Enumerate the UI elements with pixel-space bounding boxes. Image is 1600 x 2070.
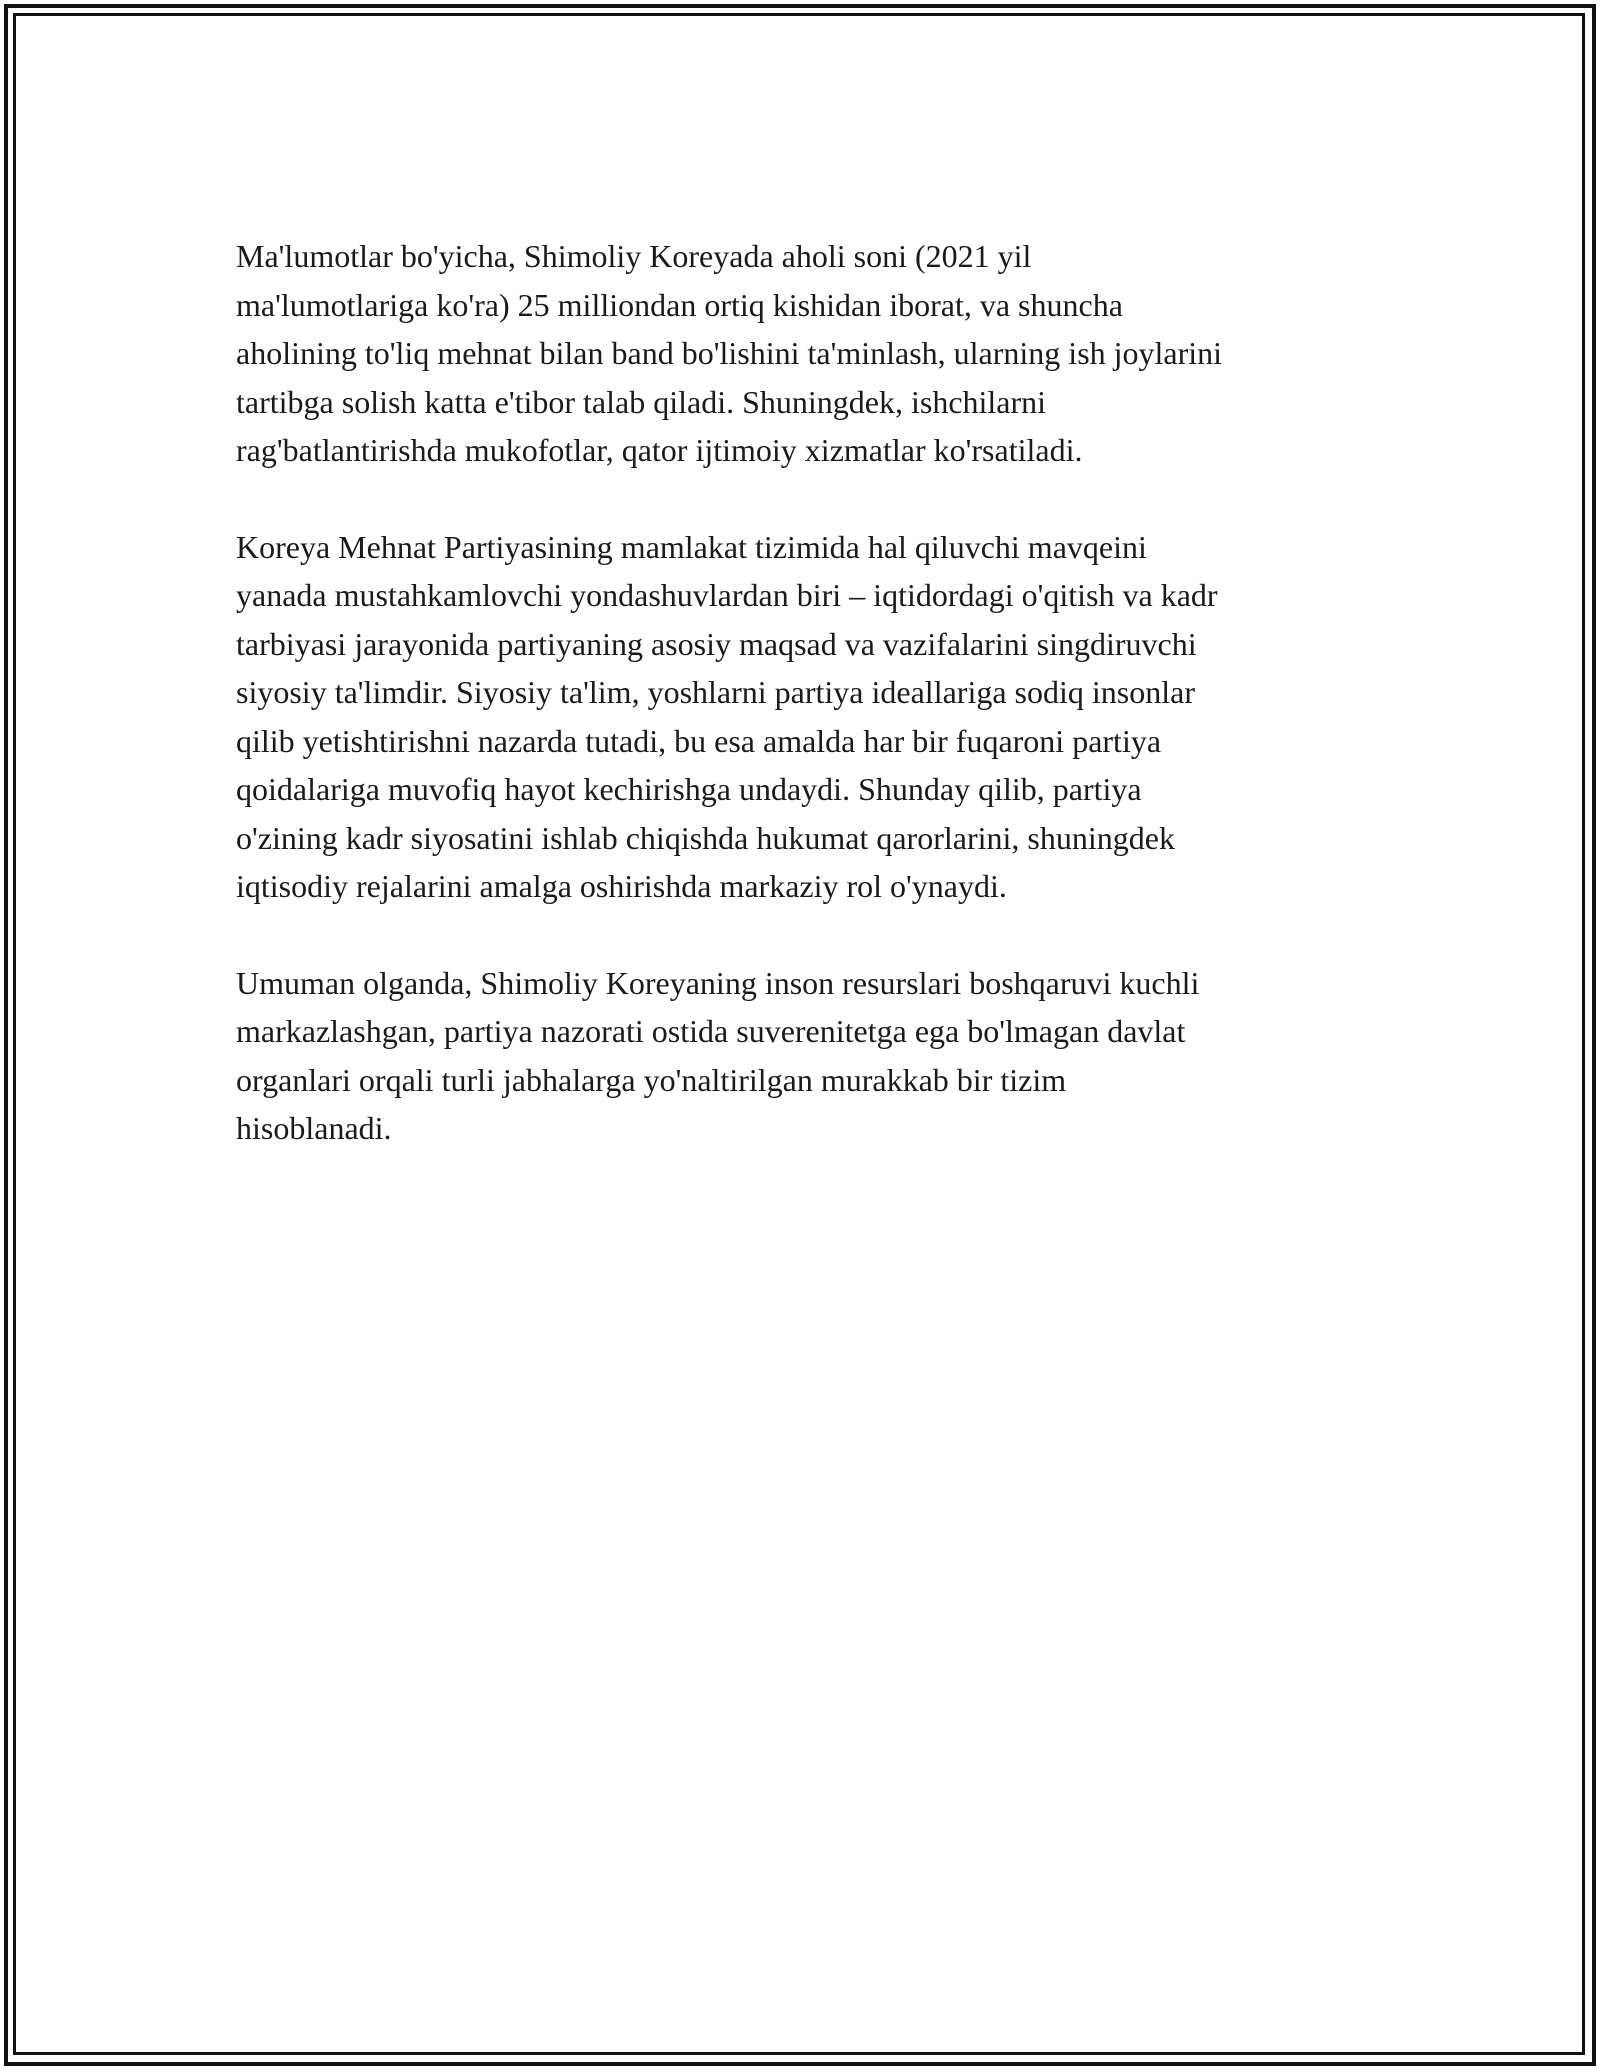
text-line: aholining to'liq mehnat bilan band bo'lishini ta'minlash, ularning ish joylarini — [236, 335, 1223, 371]
text-line: hisoblanadi. — [236, 1110, 392, 1146]
text-line: qilib yetishtirishni nazarda tutadi, bu esa amalda har bir fuqaroni partiya — [236, 722, 1162, 759]
text-line: tarbiyasi jarayonida partiyaning asosiy maqsad va vazifalarini singdiruvchi — [236, 625, 1197, 662]
text-line: organlari orqali turli jabhalarga yo'naltirilgan murakkab bir tizim — [236, 1061, 1067, 1098]
paragraph-1 — [236, 232, 1376, 475]
document-body — [236, 232, 1376, 1201]
text-line: Ma'lumotlar bo'yicha, Shimoliy Koreyada aholi soni (2021 yil — [236, 238, 1032, 274]
paragraph-3 — [236, 959, 1376, 1153]
text-line: iqtisodiy rejalarini amalga oshirishda markaziy rol o'ynaydi. — [236, 868, 1007, 904]
text-line: tartibga solish katta e'tibor talab qiladi. Shuningdek, ishchilarni — [236, 383, 1047, 420]
text-line: ma'lumotlariga ko'ra) 25 milliondan ortiq kishidan iborat, va shuncha — [236, 286, 1123, 323]
text-line: siyosiy ta'limdir. Siyosiy ta'lim, yoshlarni partiya ideallariga sodiq insonlar — [236, 674, 1195, 710]
text-line: yanada mustahkamlovchi yondashuvlardan biri – iqtidordagi o'qitish va kadr — [236, 577, 1218, 613]
text-line: markazlashgan, partiya nazorati ostida suverenitetga ega bo'lmagan davlat — [236, 1013, 1186, 1049]
text-line: rag'batlantirishda mukofotlar, qator ijtimoiy xizmatlar ko'rsatiladi. — [236, 432, 1083, 468]
paragraph-2 — [236, 523, 1376, 911]
text-line: o'zining kadr siyosatini ishlab chiqishda hukumat qarorlarini, shuningdek — [236, 819, 1175, 856]
text-line: Umuman olganda, Shimoliy Koreyaning inson resurslari boshqaruvi kuchli — [236, 964, 1200, 1001]
text-line: Koreya Mehnat Partiyasining mamlakat tizimida hal qiluvchi mavqeini — [236, 528, 1147, 565]
text-line: qoidalariga muvofiq hayot kechirishga undaydi. Shunday qilib, partiya — [236, 771, 1142, 807]
